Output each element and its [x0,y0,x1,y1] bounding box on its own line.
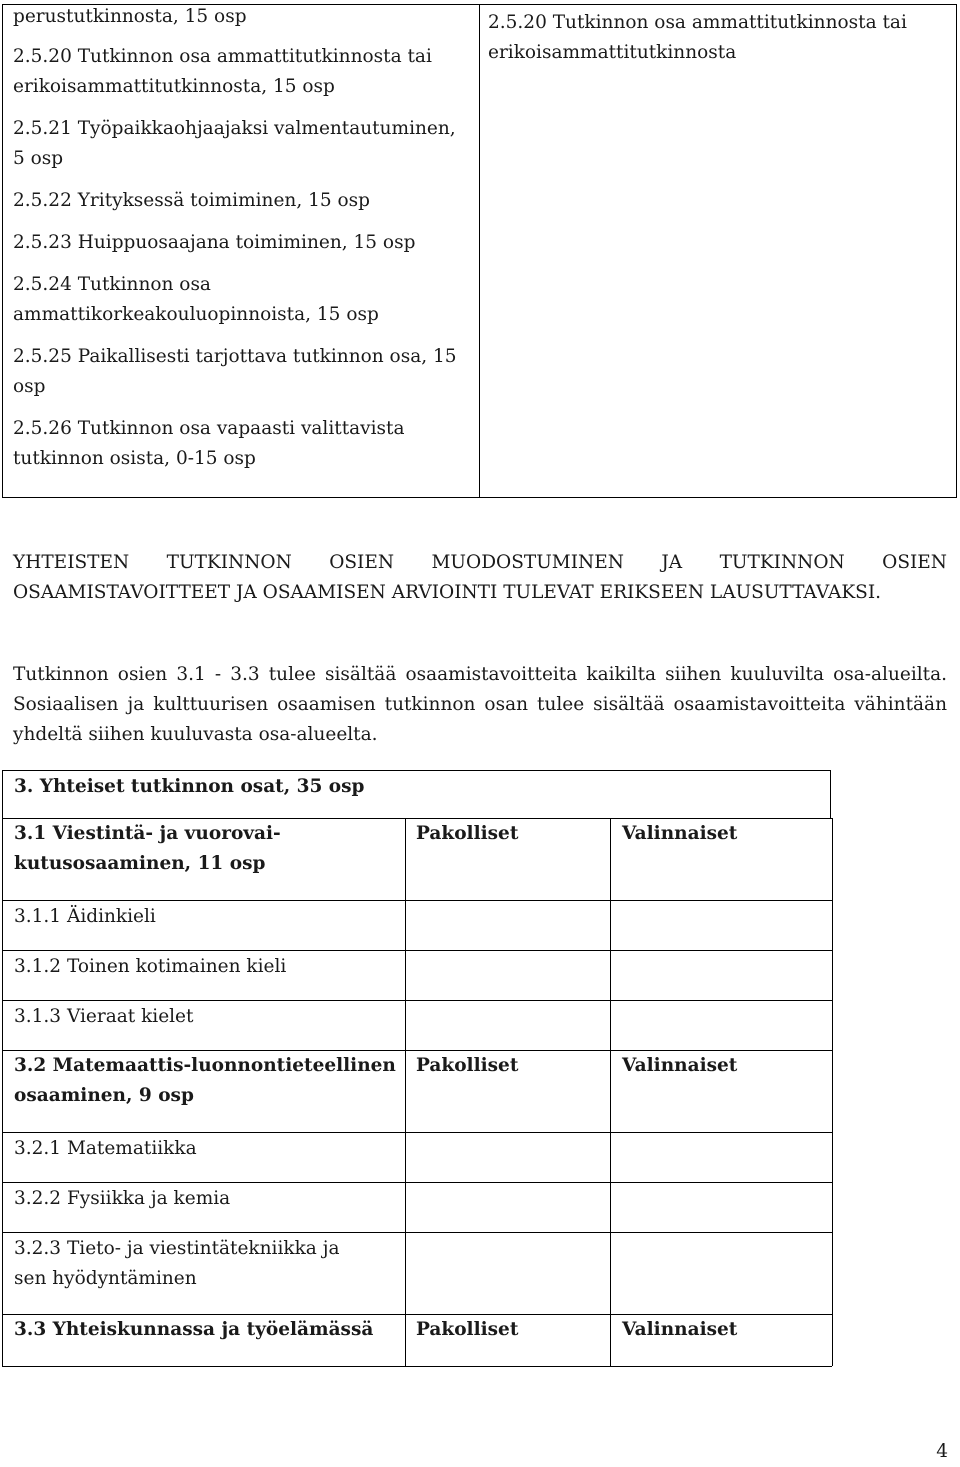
section-heading: YHTEISTEN TUTKINNON OSIEN MUODOSTUMINEN JA TUTKINNON OSIEN OSAAMISTAVOITTEET JA OSAAMISEN ARVIOINTI TULEVAT ERIKSEEN LAUSUTTAVAKSI. [13,552,947,603]
required-cell [405,950,610,1000]
row-divider [2,1366,832,1367]
optional-cell [610,1182,833,1232]
list-item: 2.5.23 Huippuosaajana toimiminen, 15 osp [13,232,416,253]
section-title-table [2,770,831,819]
page-number: 4 [936,1441,948,1462]
group-title: 3.3 Yhteiskunnassa ja työelämässä [2,1314,405,1366]
top-table-right-cell [480,5,957,498]
group-title [2,818,405,900]
required-cell [405,1182,610,1232]
optional-cell [610,900,833,950]
group-title [2,1050,405,1132]
group-title-line: 3.2 Matemaattis-luonnontieteellinen [14,1055,396,1076]
required-cell [405,1132,610,1182]
right-cell-text: 2.5.20 Tutkinnon osa ammattitutkinnosta tai erikoisammattitutkinnosta [488,12,907,63]
optional-cell [610,950,833,1000]
group-title-line: osaaminen, 9 osp [14,1085,194,1106]
required-label: Pakolliset [405,818,610,900]
optional-cell [610,1232,833,1314]
table-row [2,1314,833,1366]
body-paragraph [13,660,947,750]
paragraph-line-1: Tutkinnon osien 3.1 - 3.3 tulee sisältää osaamistavoitteita kaikilta siihen kuuluvilta osa-alueilta. [13,664,947,685]
top-table [2,4,957,498]
subject-item: 3.2.3 Tieto- ja viestintätekniikka ja sen hyödyntäminen [2,1232,405,1314]
list-item: 2.5.20 Tutkinnon osa ammattitutkinnosta tai erikoisammattitutkinnosta, 15 osp [13,46,432,97]
list-item: 2.5.24 Tutkinnon osa ammattikorkeakouluopinnoista, 15 osp [13,274,379,325]
subject-item: 3.1.3 Vieraat kielet [2,1000,405,1050]
list-item: 2.5.26 Tutkinnon osa vapaasti valittavista tutkinnon osista, 0-15 osp [13,418,405,469]
group-title-line: 3.1 Viestintä- ja vuorovai- [14,823,281,844]
table-row [2,818,833,900]
subject-item: 3.2.1 Matematiikka [2,1132,405,1182]
row-divider [2,818,832,819]
table-row [2,1182,833,1232]
top-table-left-cell [3,5,480,498]
required-cell [405,900,610,950]
section-title: 3. Yhteiset tutkinnon osat, 35 osp [3,771,831,819]
optional-label: Valinnaiset [610,818,833,900]
group-title-line: kutusosaaminen, 11 osp [14,853,266,874]
required-cell [405,1000,610,1050]
list-item: 2.5.22 Yrityksessä toimiminen, 15 osp [13,190,370,211]
subject-item: 3.1.2 Toinen kotimainen kieli [2,950,405,1000]
table-row [2,1050,833,1132]
optional-cell [610,1000,833,1050]
list-item: 2.5.25 Paikallisesti tarjottava tutkinnon osa, 15 osp [13,346,457,397]
list-item: perustutkinnosta, 15 osp [13,6,247,27]
table-row [2,1000,833,1050]
paragraph-line-2: Sosiaalisen ja kulttuurisen osaamisen tutkinnon osan tulee sisältää osaamistavoitteita vähintään yhdeltä siihen kuuluvasta osa-alueelta. [13,694,947,745]
required-cell [405,1232,610,1314]
table-row [2,1232,833,1314]
optional-cell [610,1132,833,1182]
optional-label: Valinnaiset [610,1314,833,1366]
subject-item: 3.2.2 Fysiikka ja kemia [2,1182,405,1232]
list-item: 2.5.21 Työpaikkaohjaajaksi valmentautuminen, 5 osp [13,118,456,169]
table-row [2,1132,833,1182]
optional-label: Valinnaiset [610,1050,833,1132]
required-label: Pakolliset [405,1050,610,1132]
table-row [2,950,833,1000]
subjects-table [2,818,862,1366]
required-label: Pakolliset [405,1314,610,1366]
subject-item: 3.1.1 Äidinkieli [2,900,405,950]
table-row [2,900,833,950]
